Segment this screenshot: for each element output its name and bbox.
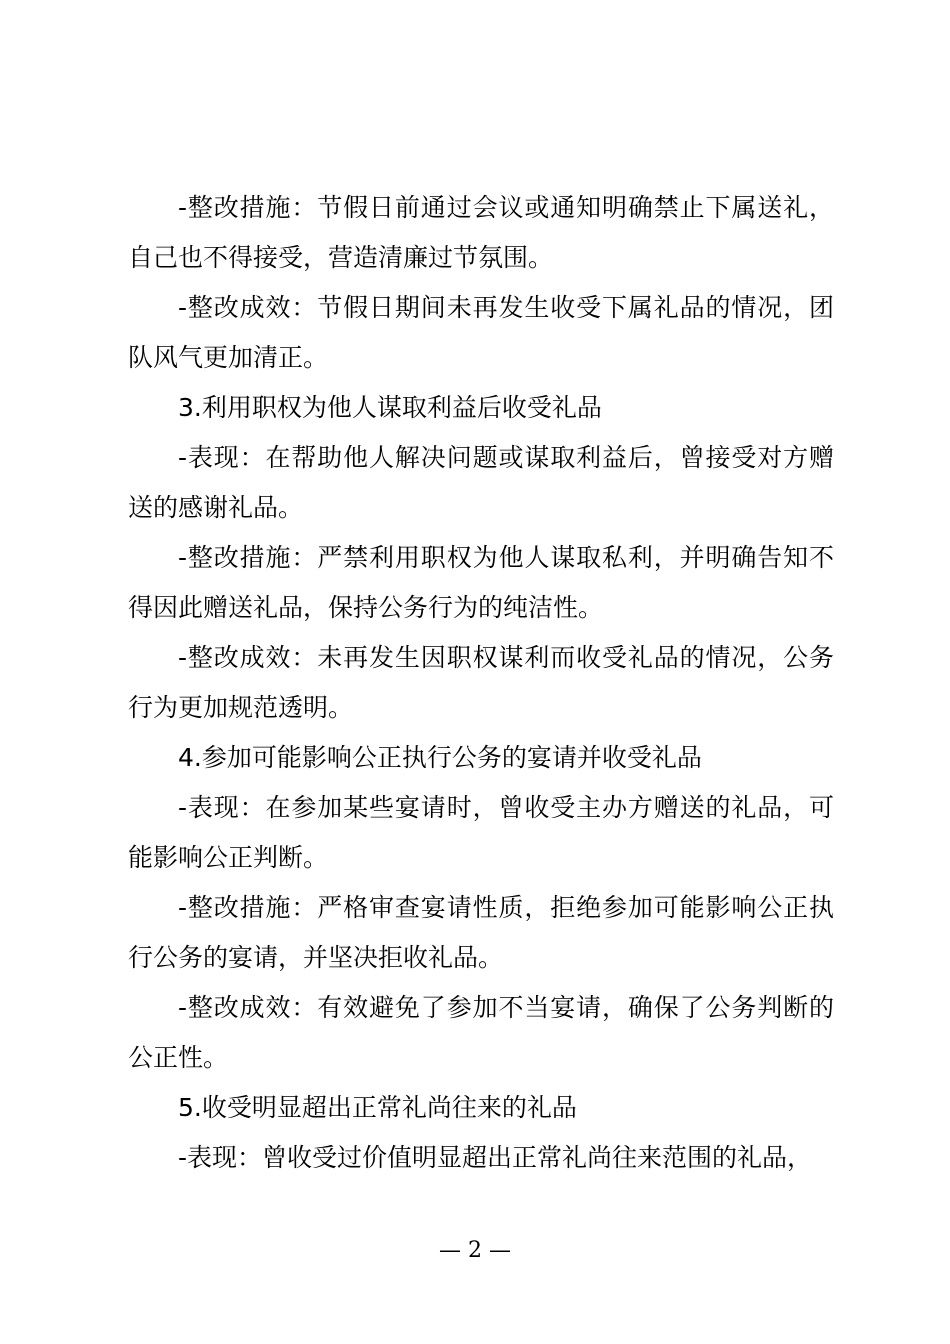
paragraph-manifestation-4: -表现：在参加某些宴请时，曾收受主办方赠送的礼品，可能影响公正判断。	[128, 793, 834, 872]
paragraph-manifestation-3: -表现：在帮助他人解决问题或谋取利益后，曾接受对方赠送的感谢礼品。	[128, 443, 834, 522]
section-heading-4: 4.参加可能影响公正执行公务的宴请并收受礼品	[178, 743, 702, 772]
paragraph-rectify-measures-holiday: -整改措施：节假日前通过会议或通知明确禁止下属送礼，自己也不得接受，营造清廉过节氛围。	[128, 193, 834, 272]
paragraph-rectify-measures-3: -整改措施：严禁利用职权为他人谋取私利，并明确告知不得因此赠送礼品，保持公务行为的纯洁性。	[128, 543, 834, 622]
paragraph-rectify-results-3: -整改成效：未再发生因职权谋利而收受礼品的情况，公务行为更加规范透明。	[128, 643, 834, 722]
paragraph-rectify-results-4: -整改成效：有效避免了参加不当宴请，确保了公务判断的公正性。	[128, 993, 834, 1072]
paragraph-rectify-results-holiday: -整改成效：节假日期间未再发生收受下属礼品的情况，团队风气更加清正。	[128, 293, 834, 372]
page-number: — 2 —	[439, 1238, 511, 1263]
paragraph-manifestation-5: -表现：曾收受过价值明显超出正常礼尚往来范围的礼品，	[178, 1143, 813, 1172]
paragraph-rectify-measures-4: -整改措施：严格审查宴请性质，拒绝参加可能影响公正执行公务的宴请，并坚决拒收礼品。	[128, 893, 834, 972]
section-heading-5: 5.收受明显超出正常礼尚往来的礼品	[178, 1093, 577, 1122]
document-body	[128, 183, 834, 1183]
section-heading-3: 3.利用职权为他人谋取利益后收受礼品	[178, 393, 602, 422]
